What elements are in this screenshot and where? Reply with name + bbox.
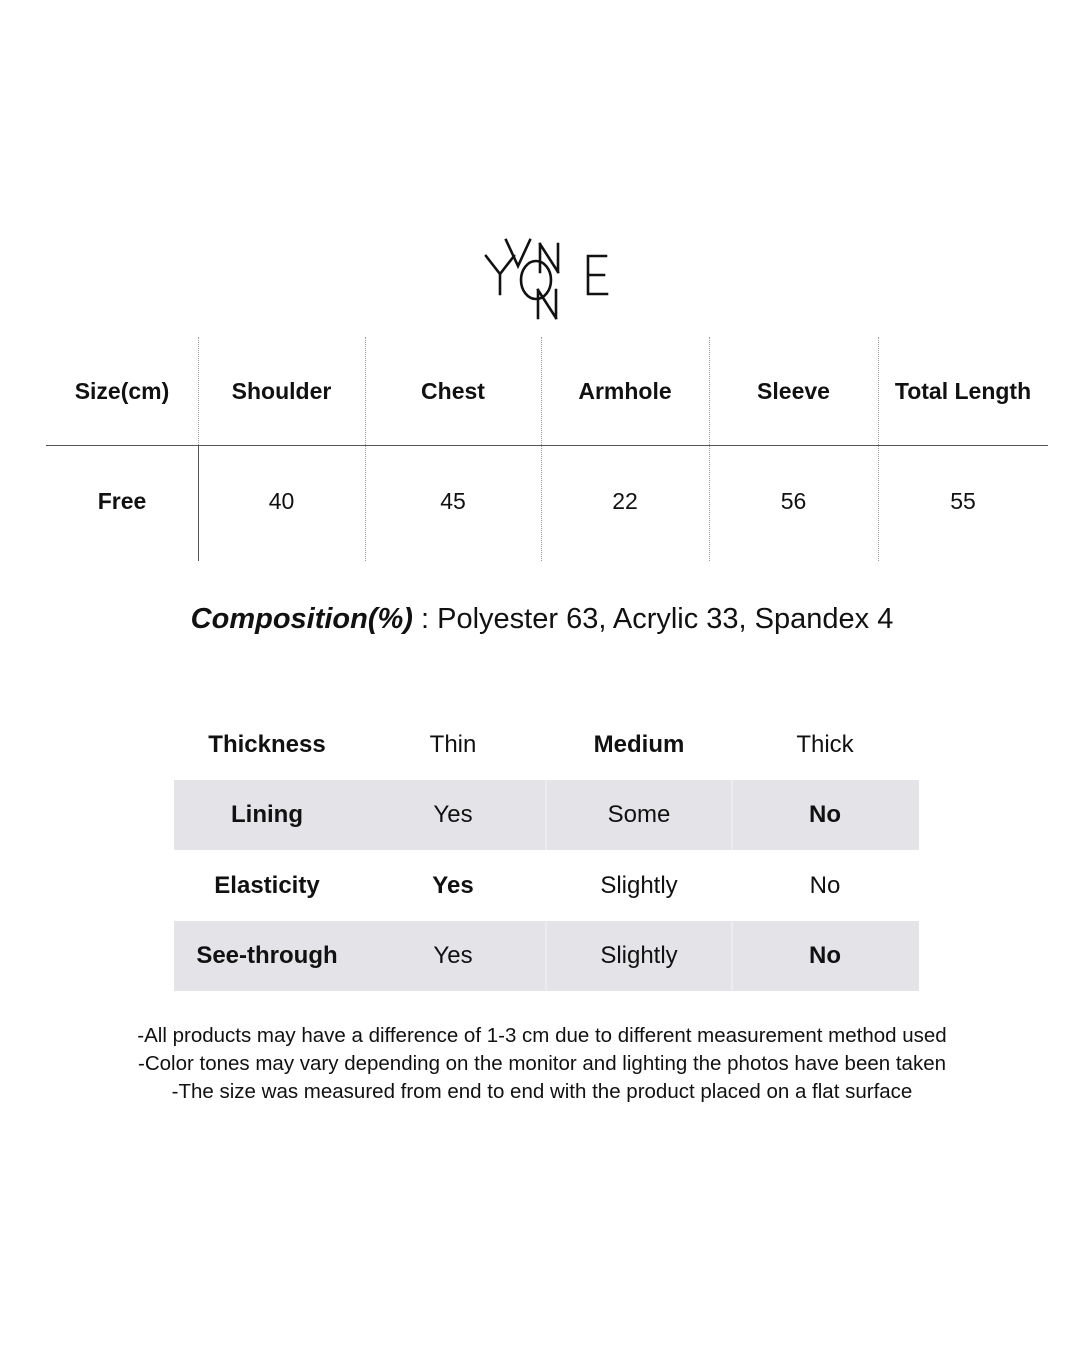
composition-text: Polyester 63, Acrylic 33, Spandex 4 (437, 603, 894, 635)
props-option: No (809, 801, 841, 828)
note-line: -Color tones may vary depending on the monitor and lighting the photos have been taken (138, 1052, 946, 1075)
props-row-elasticity (174, 851, 919, 921)
composition-line (0, 603, 1084, 636)
size-header-cell: Total Length (894, 377, 1032, 404)
props-option: No (809, 872, 841, 899)
size-header-cell: Sleeve (757, 377, 830, 404)
note-line: -The size was measured from end to end with the product placed on a flat surface (171, 1080, 913, 1103)
size-table-row (46, 447, 1048, 555)
composition-label: Composition(%) (190, 603, 413, 635)
props-row-thickness (174, 710, 919, 780)
column-divider (198, 337, 199, 445)
fabric-properties-table (174, 710, 919, 991)
props-option: Thin (429, 731, 477, 758)
brand-logo (476, 236, 616, 326)
props-row-lining (174, 780, 919, 850)
props-option: Slightly (600, 872, 678, 899)
props-option: Yes (433, 801, 473, 828)
props-label: See-through (196, 942, 338, 969)
props-option: Some (607, 801, 671, 828)
size-table-divider (46, 445, 1048, 446)
props-option: No (809, 942, 841, 969)
size-table (46, 337, 1048, 561)
size-value-cell: 56 (780, 487, 807, 514)
size-value-cell: 45 (440, 487, 466, 514)
size-value-cell: 40 (268, 487, 295, 514)
size-value-cell: Free (97, 487, 147, 514)
column-divider (709, 337, 710, 561)
disclaimer-notes (0, 1022, 1084, 1106)
note-line: -All products may have a difference of 1-3 cm due to different measurement method used (137, 1024, 947, 1047)
props-option: Yes (432, 872, 474, 899)
props-label: Elasticity (214, 872, 320, 899)
brand-monogram-logo-icon (476, 236, 616, 326)
props-option: Thick (796, 731, 854, 758)
props-label: Lining (231, 801, 303, 828)
size-header-cell: Shoulder (231, 377, 332, 404)
column-divider (541, 337, 542, 561)
size-value-cell: 55 (950, 487, 976, 514)
props-option: Slightly (600, 942, 678, 969)
column-divider (878, 337, 879, 561)
size-table-header (46, 337, 1048, 445)
size-header-cell: Armhole (578, 377, 672, 404)
column-divider (198, 445, 199, 561)
composition-separator: : (412, 603, 438, 635)
props-option: Yes (433, 942, 473, 969)
props-option: Medium (593, 731, 685, 758)
props-row-see-through (174, 921, 919, 991)
props-label: Thickness (208, 731, 326, 758)
size-value-cell: 22 (612, 487, 638, 514)
column-divider (365, 337, 366, 561)
size-header-cell: Chest (421, 377, 485, 404)
size-header-cell: Size(cm) (74, 377, 170, 404)
